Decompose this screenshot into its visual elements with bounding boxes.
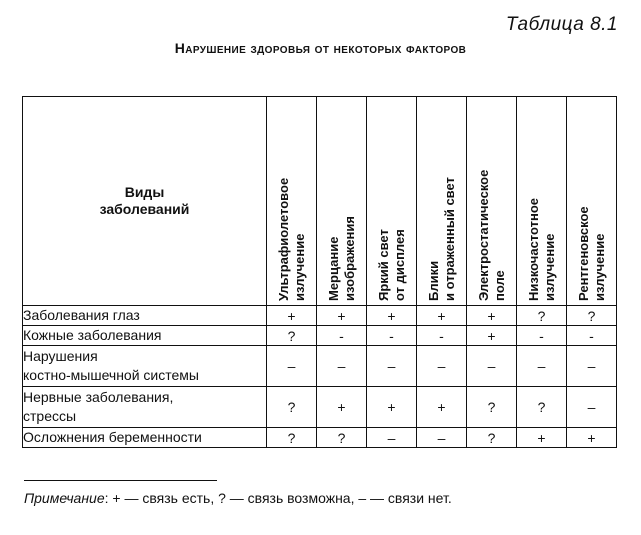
table-cell: –: [367, 428, 417, 448]
row-label: [23, 387, 267, 428]
footnote: [24, 490, 452, 506]
factor-header: [467, 97, 517, 306]
table-cell: -: [317, 326, 367, 346]
table-cell: ?: [567, 306, 617, 326]
header-row: [23, 97, 617, 306]
table-cell: –: [317, 346, 367, 387]
table-cell: +: [567, 428, 617, 448]
table-row: [23, 326, 617, 346]
table-row: [23, 428, 617, 448]
factor-header-line: Мерцание: [325, 236, 341, 301]
row-label-line: Осложнения беременности: [23, 429, 202, 445]
table-cell: –: [567, 346, 617, 387]
row-label-line: Заболевания глаз: [23, 307, 140, 323]
table-cell: +: [367, 306, 417, 326]
table-cell: ?: [317, 428, 367, 448]
table-cell: ?: [267, 387, 317, 428]
factor-header-line: излучение: [541, 233, 557, 301]
row-label-line: костно-мышечной системы: [23, 367, 199, 383]
table-cell: +: [467, 326, 517, 346]
factor-header-line: изображения: [341, 216, 357, 301]
table-number: Таблица 8.1: [505, 14, 618, 35]
factor-header-line: Низкочастотное: [525, 197, 541, 301]
factor-header-line: Ультрафиолетовое: [275, 177, 291, 301]
factor-header: [517, 97, 567, 306]
factor-header: [367, 97, 417, 306]
footnote-lead: Примечание: [24, 490, 105, 506]
factor-header-line: от дисплея: [391, 229, 407, 301]
factor-header-line: поле: [491, 270, 507, 301]
footnote-rule: [24, 480, 217, 481]
footnote-text: : + — связь есть, ? — связь возможна, – — связи нет.: [104, 490, 452, 506]
row-label: [23, 428, 267, 448]
row-label-line: Кожные заболевания: [23, 327, 162, 343]
factor-header-line: излучение: [591, 233, 607, 301]
table-cell: +: [467, 306, 517, 326]
table-row: [23, 306, 617, 326]
table-cell: -: [417, 326, 467, 346]
table-cell: +: [317, 306, 367, 326]
corner-header-line: заболеваний: [99, 201, 190, 217]
table-cell: ?: [267, 326, 317, 346]
table-cell: –: [267, 346, 317, 387]
factor-header-line: излучение: [291, 233, 307, 301]
table-row: [23, 346, 617, 387]
factor-header-line: Электростатическое: [475, 169, 491, 301]
table-cell: ?: [267, 428, 317, 448]
table-cell: –: [517, 346, 567, 387]
table-cell: +: [417, 387, 467, 428]
row-label: [23, 346, 267, 387]
table-cell: +: [517, 428, 567, 448]
table-cell: +: [367, 387, 417, 428]
table-cell: +: [267, 306, 317, 326]
row-label: [23, 326, 267, 346]
table-cell: –: [467, 346, 517, 387]
corner-header: [23, 97, 267, 306]
factor-header: [417, 97, 467, 306]
table-cell: -: [517, 326, 567, 346]
row-label-line: стрессы: [23, 408, 77, 424]
table-title: Нарушение здоровья от некоторых факторов: [174, 40, 467, 56]
factor-header-line: Яркий свет: [375, 229, 391, 301]
factor-header-line: Блики: [425, 260, 441, 301]
corner-header-line: Виды: [124, 184, 165, 200]
table-cell: -: [367, 326, 417, 346]
row-label: [23, 306, 267, 326]
factor-header: [567, 97, 617, 306]
table-cell: –: [417, 346, 467, 387]
table-cell: ?: [467, 387, 517, 428]
factor-header: [267, 97, 317, 306]
row-label-line: Нервные заболевания,: [23, 389, 174, 405]
table-cell: +: [317, 387, 367, 428]
table-cell: +: [417, 306, 467, 326]
factor-header: [317, 97, 367, 306]
table-cell: ?: [517, 306, 567, 326]
row-label-line: Нарушения: [23, 348, 98, 364]
table-cell: ?: [517, 387, 567, 428]
table-cell: ?: [467, 428, 517, 448]
factor-header-line: и отраженный свет: [441, 177, 457, 301]
factor-header-line: Рентгеновское: [575, 206, 591, 301]
table-cell: –: [567, 387, 617, 428]
table-row: [23, 387, 617, 428]
table-cell: –: [417, 428, 467, 448]
table-cell: –: [367, 346, 417, 387]
table-cell: -: [567, 326, 617, 346]
health-factors-table: [22, 96, 617, 448]
